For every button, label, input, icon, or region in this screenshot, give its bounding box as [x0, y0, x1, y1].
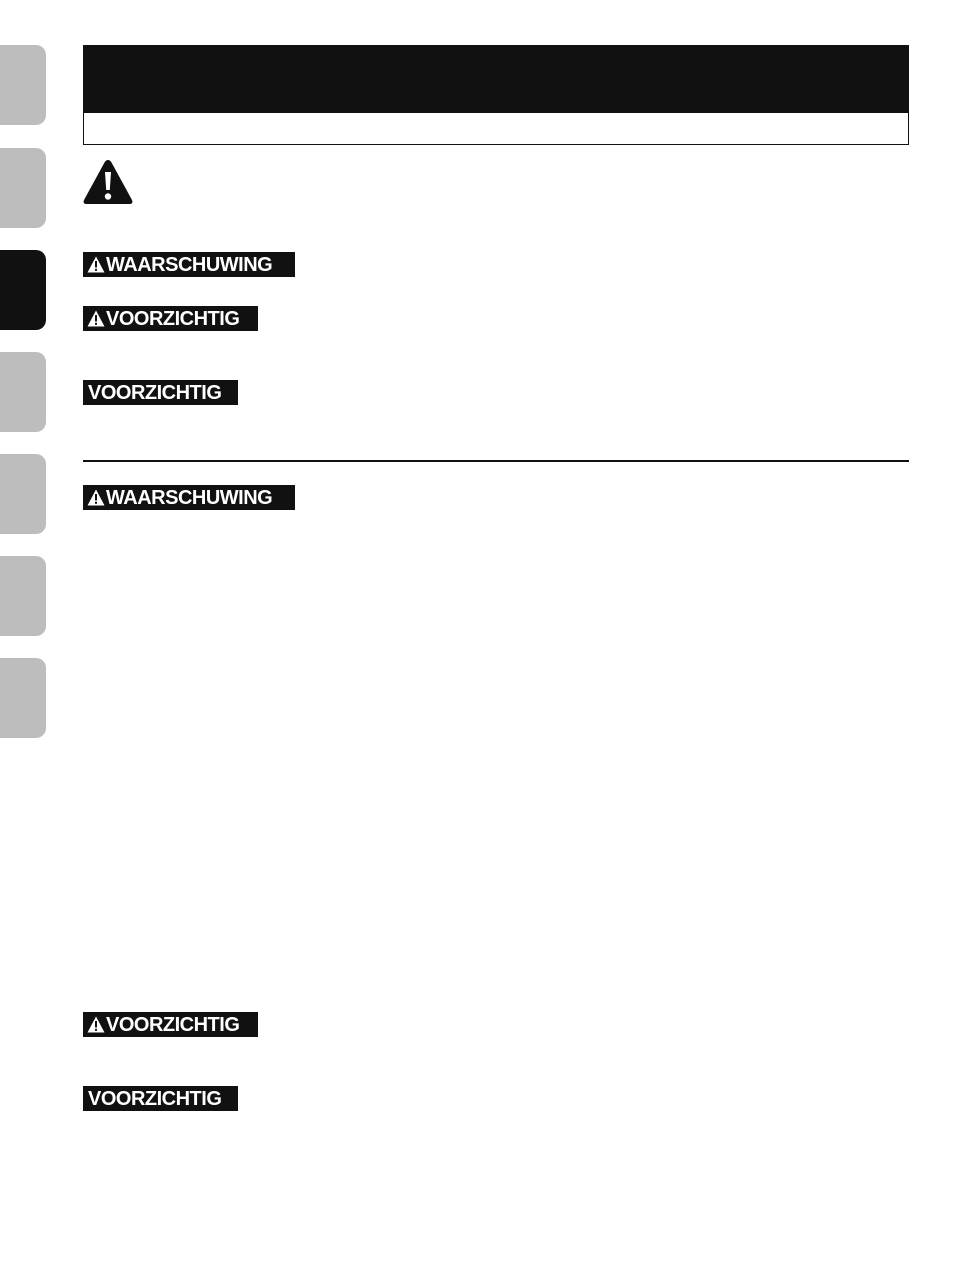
- warning-label: [83, 252, 295, 277]
- side-tab-3-active[interactable]: [0, 250, 46, 330]
- section-subheader-box: [83, 113, 909, 145]
- notice-label: [83, 1086, 238, 1111]
- side-tab-1[interactable]: [0, 45, 46, 125]
- side-tab-4[interactable]: [0, 352, 46, 432]
- warning-triangle-icon: [87, 310, 105, 327]
- warning-triangle-icon: [87, 489, 105, 506]
- notice-label-text: VOORZICHTIG: [88, 381, 222, 404]
- section-header-band: [83, 45, 909, 113]
- caution-label: [83, 1012, 258, 1037]
- side-tab-6[interactable]: [0, 556, 46, 636]
- warning-triangle-icon: [87, 1016, 105, 1033]
- side-tab-7[interactable]: [0, 658, 46, 738]
- caution-label-text: VOORZICHTIG: [106, 307, 240, 330]
- warning-triangle-icon: [82, 158, 134, 206]
- side-tab-strip: [0, 0, 46, 1272]
- caution-label-text: VOORZICHTIG: [106, 1013, 240, 1036]
- warning-label: [83, 485, 295, 510]
- side-tab-5[interactable]: [0, 454, 46, 534]
- side-tab-2[interactable]: [0, 148, 46, 228]
- section-divider: [83, 460, 909, 462]
- notice-label-text: VOORZICHTIG: [88, 1087, 222, 1110]
- caution-label: [83, 306, 258, 331]
- warning-label-text: WAARSCHUWING: [106, 253, 273, 276]
- warning-triangle-icon: [87, 256, 105, 273]
- warning-label-text: WAARSCHUWING: [106, 486, 273, 509]
- notice-label: [83, 380, 238, 405]
